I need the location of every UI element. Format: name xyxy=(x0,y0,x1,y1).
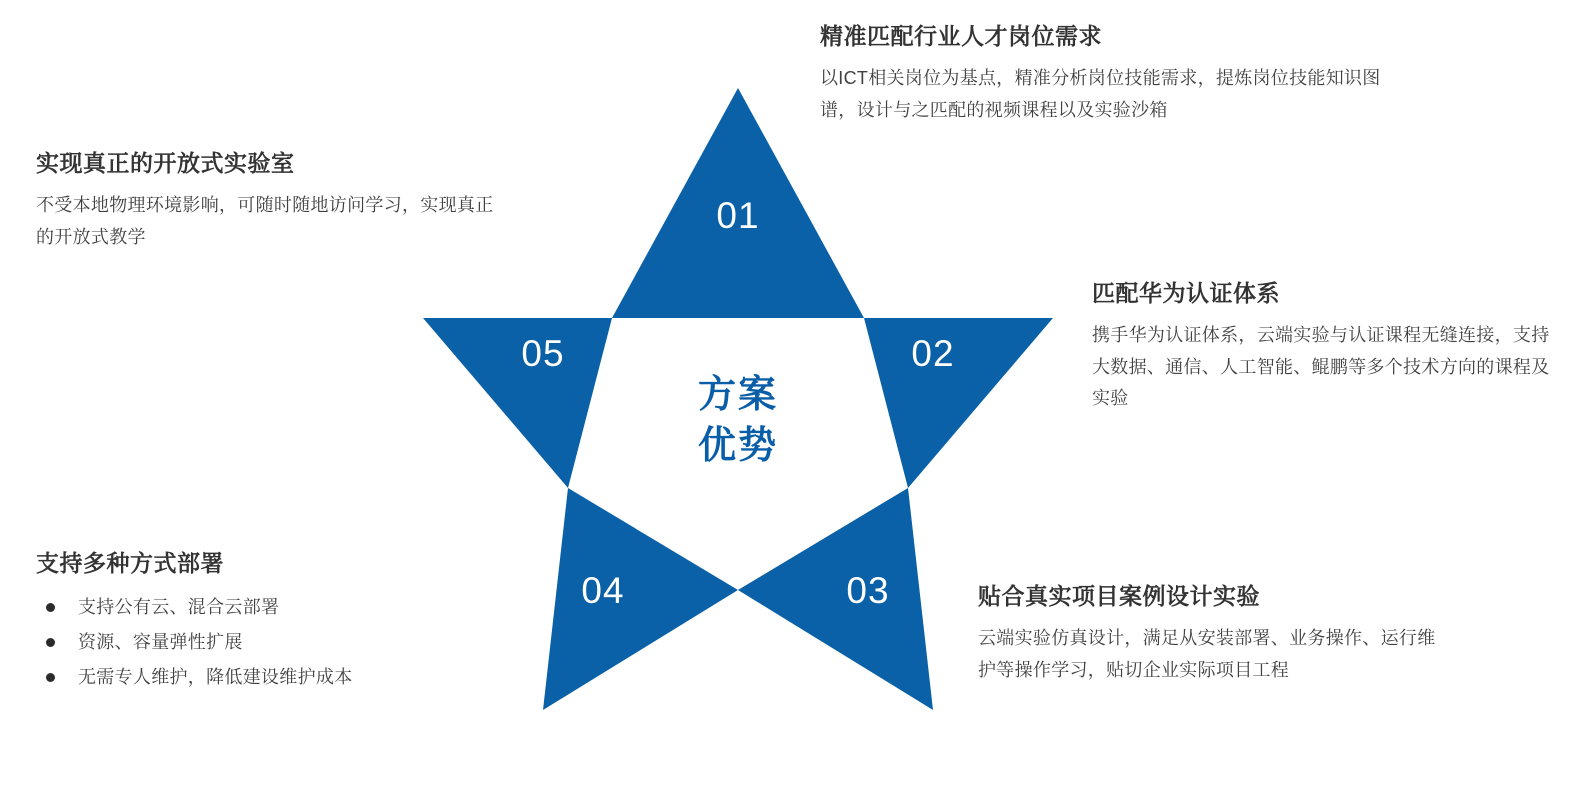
callout-02 xyxy=(1092,275,1562,415)
callout-04-bullet-list xyxy=(36,590,506,695)
callout-04 xyxy=(36,545,506,695)
callout-03-title: 贴合真实项目案例设计实验 xyxy=(978,583,1260,609)
list-item: 资源、容量弹性扩展 xyxy=(40,625,506,660)
callout-03-body: 云端实验仿真设计，满足从安装部署、业务操作、运行维护等操作学习，贴切企业实际项目工程 xyxy=(978,628,1436,680)
callout-05-body: 不受本地物理环境影响，可随时随地访问学习，实现真正的开放式教学 xyxy=(36,195,494,247)
callout-03 xyxy=(978,578,1448,686)
callout-05 xyxy=(36,145,506,253)
star-number-02: 02 xyxy=(911,333,955,374)
star-number-04: 04 xyxy=(581,570,625,611)
callout-02-body: 携手华为认证体系，云端实验与认证课程无缝连接，支持大数据、通信、人工智能、鲲鹏等多个技术方向的课程及实验 xyxy=(1092,325,1550,408)
callout-02-title: 匹配华为认证体系 xyxy=(1092,280,1280,306)
callout-04-title: 支持多种方式部署 xyxy=(36,550,224,576)
star-number-05: 05 xyxy=(521,333,565,374)
list-item: 无需专人维护，降低建设维护成本 xyxy=(40,660,506,695)
list-item: 支持公有云、混合云部署 xyxy=(40,590,506,625)
center-title xyxy=(638,370,838,473)
center-title-line-1: 方案 xyxy=(697,374,778,416)
callout-01-body: 以ICT相关岗位为基点，精准分析岗位技能需求，提炼岗位技能知识图谱，设计与之匹配的视频课程以及实验沙箱 xyxy=(820,68,1381,120)
star-number-03: 03 xyxy=(846,570,890,611)
star-diagram xyxy=(408,70,1068,740)
callout-05-title: 实现真正的开放式实验室 xyxy=(36,150,295,176)
center-title-line-2: 优势 xyxy=(697,425,778,468)
callout-01-title: 精准匹配行业人才岗位需求 xyxy=(820,23,1102,49)
star-number-01: 01 xyxy=(716,195,760,236)
callout-01 xyxy=(820,18,1400,126)
